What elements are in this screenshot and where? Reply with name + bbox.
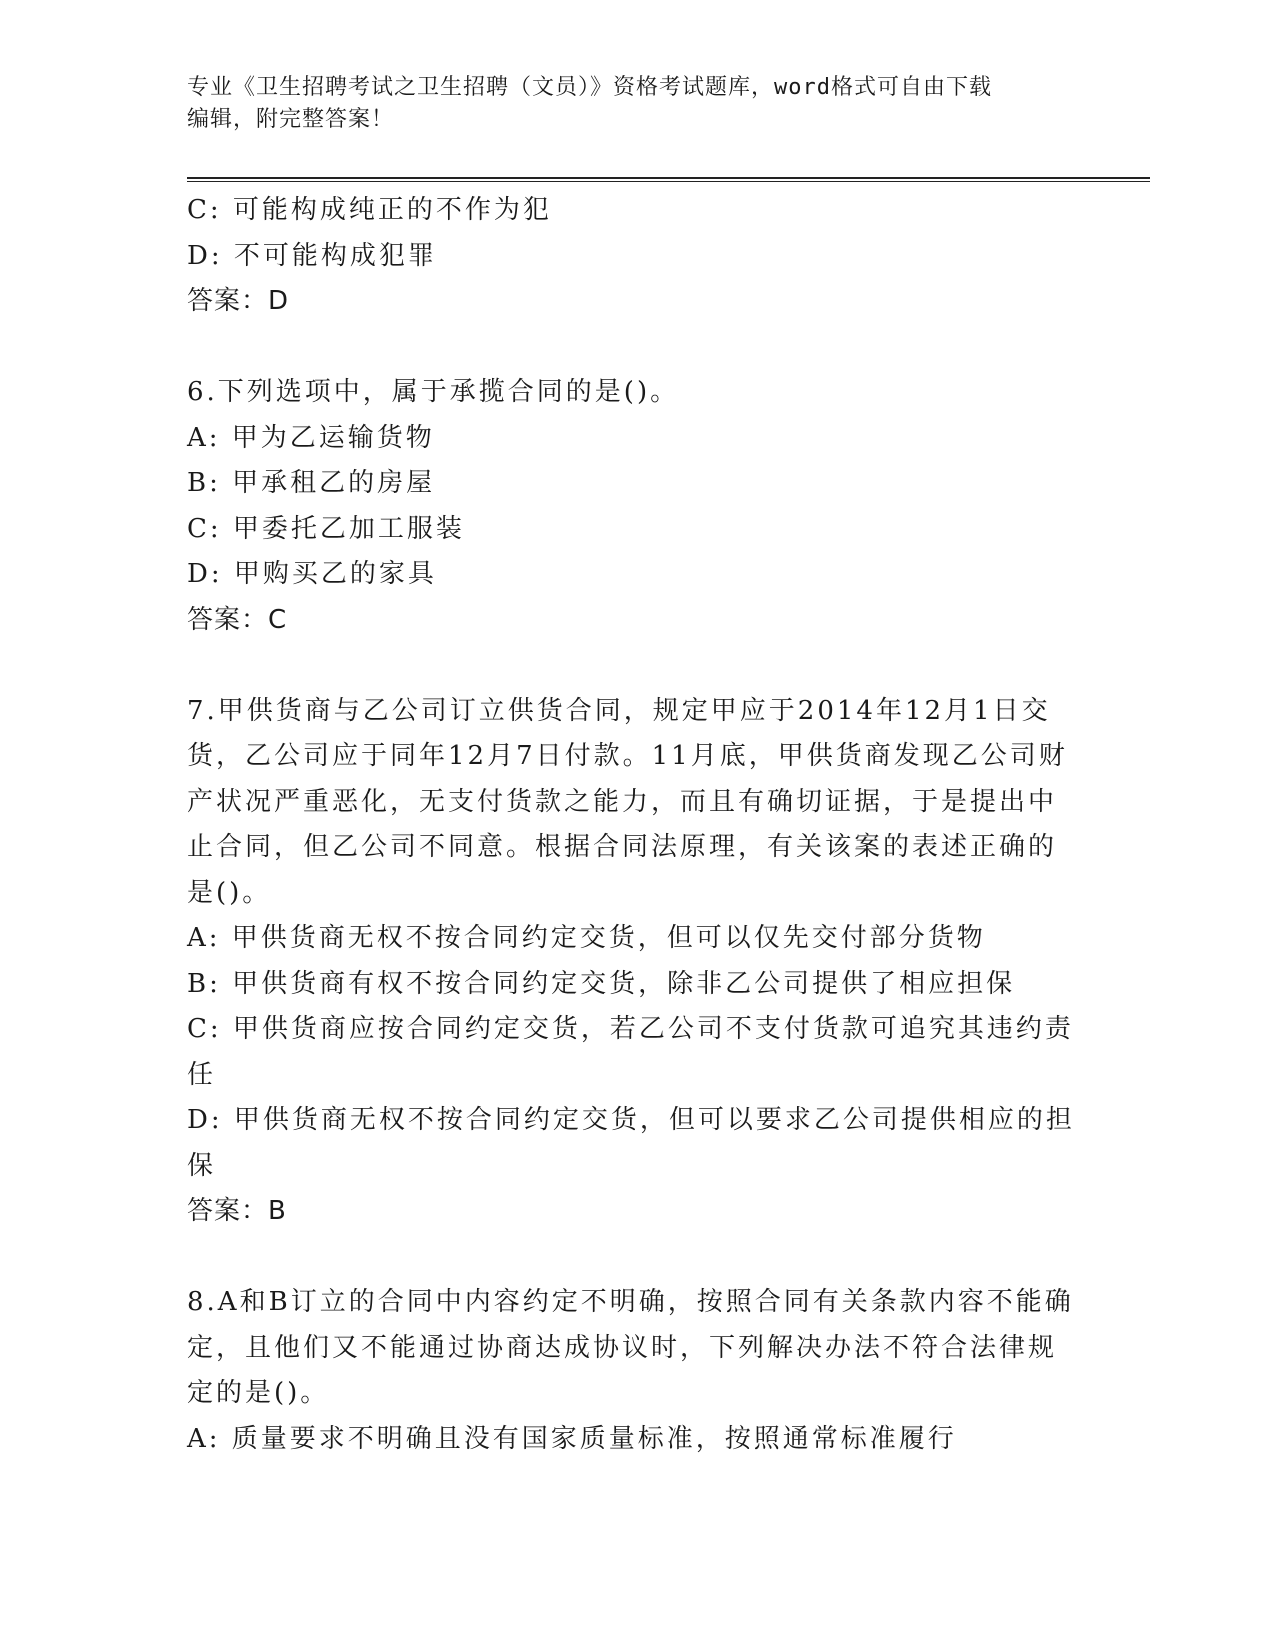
answer: 答案：B: [187, 1196, 287, 1226]
option-c-line-1: C: 甲供货商应按合同约定交货，若乙公司不支付货款可追究其违约责: [187, 1014, 1074, 1044]
question-stem-line: 是()。: [187, 877, 272, 908]
question-stem-line: 定，且他们又不能通过协商达成协议时，下列解决办法不符合法律规: [187, 1332, 1058, 1363]
option-b: B: 甲供货商有权不按合同约定交货，除非乙公司提供了相应担保: [187, 968, 1016, 999]
question-stem-line: 定的是()。: [187, 1378, 330, 1408]
header-line-2: 编辑，附完整答案！: [187, 107, 395, 132]
option-c-line-2: 任: [187, 1059, 217, 1090]
option-c: C: 可能构成纯正的不作为犯: [187, 195, 552, 225]
question-stem-line: 7.甲供货商与乙公司订立供货合同，规定甲应于2014年12月1日交: [187, 695, 1051, 726]
header-line-1: 专业《卫生招聘考试之卫生招聘（文员）》资格考试题库，word格式可自由下载: [187, 75, 992, 100]
option-a: A: 质量要求不明确且没有国家质量标准，按照通常标准履行: [187, 1423, 957, 1454]
option-a: A: 甲为乙运输货物: [187, 422, 435, 453]
option-a: A: 甲供货商无权不按合同约定交货，但可以仅先交付部分货物: [187, 923, 986, 953]
option-d-line-1: D: 甲供货商无权不按合同约定交货，但可以要求乙公司提供相应的担: [187, 1105, 1075, 1135]
question-8: [187, 1280, 1087, 1462]
question-6: [187, 370, 1087, 643]
question-stem: 6.下列选项中，属于承揽合同的是()。: [187, 377, 680, 407]
question-stem-line: 8.A和B订立的合同中内容约定不明确，按照合同有关条款内容不能确: [187, 1287, 1074, 1317]
header-divider: [187, 177, 1150, 182]
question-7: [187, 689, 1087, 1235]
option-d: D: 不可能构成犯罪: [187, 240, 437, 271]
option-d: D: 甲购买乙的家具: [187, 559, 437, 589]
option-c: C: 甲委托乙加工服装: [187, 513, 465, 544]
question-stem-line: 止合同，但乙公司不同意。根据合同法原理，有关该案的表述正确的: [187, 832, 1058, 862]
page-header: [187, 72, 1087, 136]
document-body: [187, 188, 1087, 1462]
spacer: [187, 1235, 1087, 1281]
spacer: [187, 643, 1087, 689]
question-5-tail: [187, 188, 1087, 325]
spacer: [187, 325, 1087, 371]
option-b: B: 甲承租乙的房屋: [187, 468, 436, 498]
question-stem-line: 产状况严重恶化，无支付货款之能力，而且有确切证据，于是提出中: [187, 786, 1058, 817]
option-d-line-2: 保: [187, 1150, 217, 1181]
question-stem-line: 货，乙公司应于同年12月7日付款。11月底，甲供货商发现乙公司财: [187, 741, 1068, 771]
answer: 答案：C: [187, 604, 288, 635]
answer: 答案：D: [187, 286, 290, 316]
